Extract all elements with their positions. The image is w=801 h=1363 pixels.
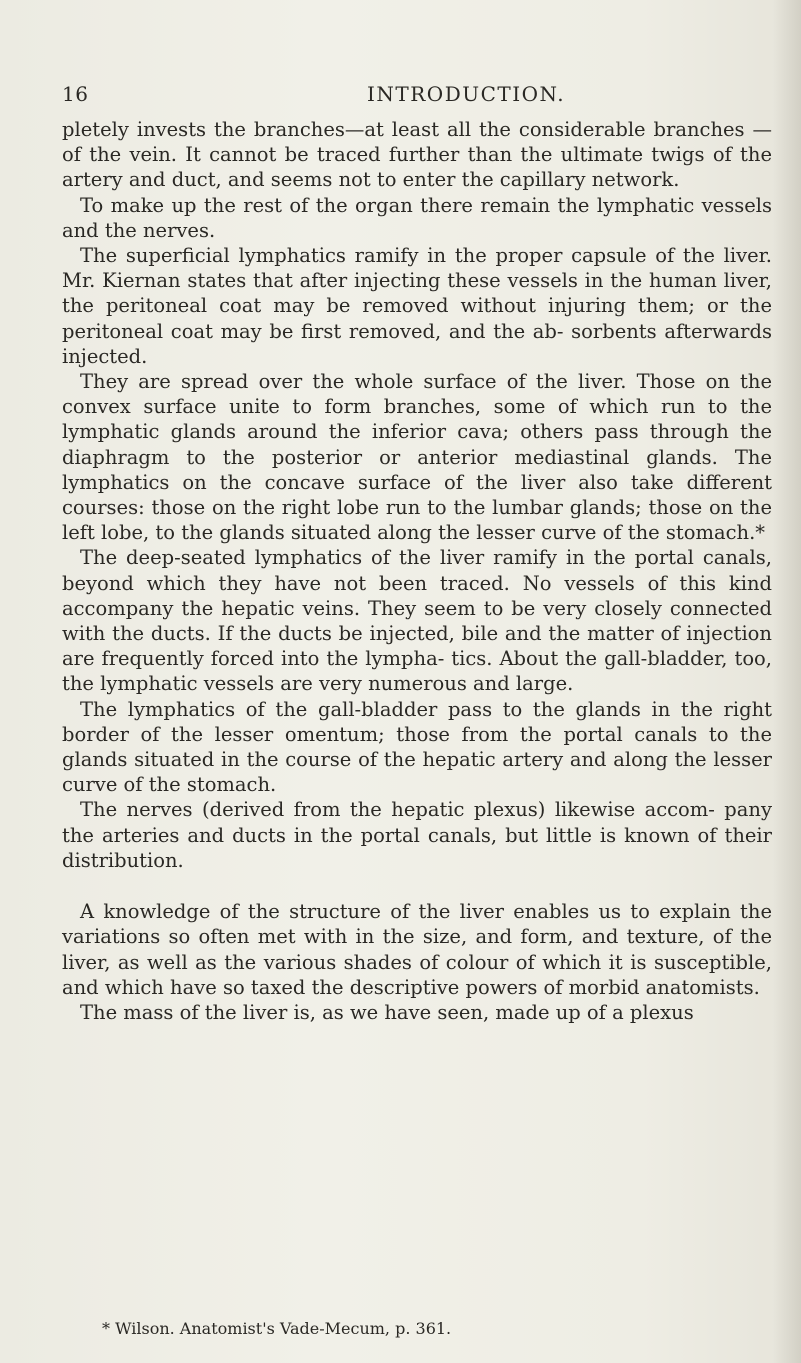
paragraph-organ-composition: To make up the rest of the organ there remain the lymphatic vessels and the nerves. (62, 193, 772, 242)
paragraph-superficial-lymphatics: The superficial lymphatics ramify in the proper capsule of the liver. Mr. Kiernan states that after injecting these vessels in the human liver, the peritoneal coat may be removed without injuring them; or the peritoneal coat may be first removed, and the ab- sorbents afterwards injected. (62, 244, 772, 368)
paragraph-lymphatic-courses: They are spread over the whole surface of the liver. Those on the convex surface unite to form branches, some of which run to the lymphatic glands around the inferior cava; others pass through the diaphragm to the posterior or anterior mediastinal glands. The lymphatics on the concave surface of the liver also take different courses: those on the right lobe run to the lumbar glands; those on the left lobe, to the glands situated along the lesser curve of the stomach.* (62, 370, 772, 545)
running-head: INTRODUCTION. (367, 82, 566, 106)
paragraph-liver-mass: The mass of the liver is, as we have seen, made up of a plexus (80, 1000, 694, 1024)
paragraph-gall-bladder-lymphatics: The lymphatics of the gall-bladder pass to the glands in the right border of the lesser omentum; those from the portal canals to the glands situated in the course of the hepatic artery and along the lesser curve of the stomach. (62, 697, 772, 797)
paragraph-nerves: The nerves (derived from the hepatic plexus) likewise accom- pany the arteries and ducts in the portal canals, but little is known of their distribution. (62, 798, 772, 872)
body-text (62, 117, 772, 1025)
paragraph-continuation: pletely invests the branches—at least all the considerable branches —of the vein. It cannot be traced further than the ultimate twigs of the artery and duct, and seems not to enter the capillary network. (62, 118, 772, 192)
footnote: * Wilson. Anatomist's Vade-Mecum, p. 361. (102, 1319, 452, 1338)
page-header (62, 82, 762, 108)
paragraph-structure-knowledge: A knowledge of the structure of the liver enables us to explain the variations so often met with in the size, and form, and texture, of the liver, as well as the various shades of colour of which it is susceptible, and which have so taxed the descriptive powers of morbid anatomists. (62, 900, 772, 999)
page-number: 16 (62, 82, 89, 106)
paragraph-deep-seated-lymphatics: The deep-seated lymphatics of the liver ramify in the portal canals, beyond which they have not been traced. No vessels of this kind accompany the hepatic veins. They seem to be very closely connected with the ducts. If the ducts be injected, bile and the matter of injection are frequently forced into the lympha- tics. About the gall-bladder, too, the lymphatic vessels are very numerous and large. (62, 546, 772, 696)
page-edge-shadow (773, 0, 801, 1363)
